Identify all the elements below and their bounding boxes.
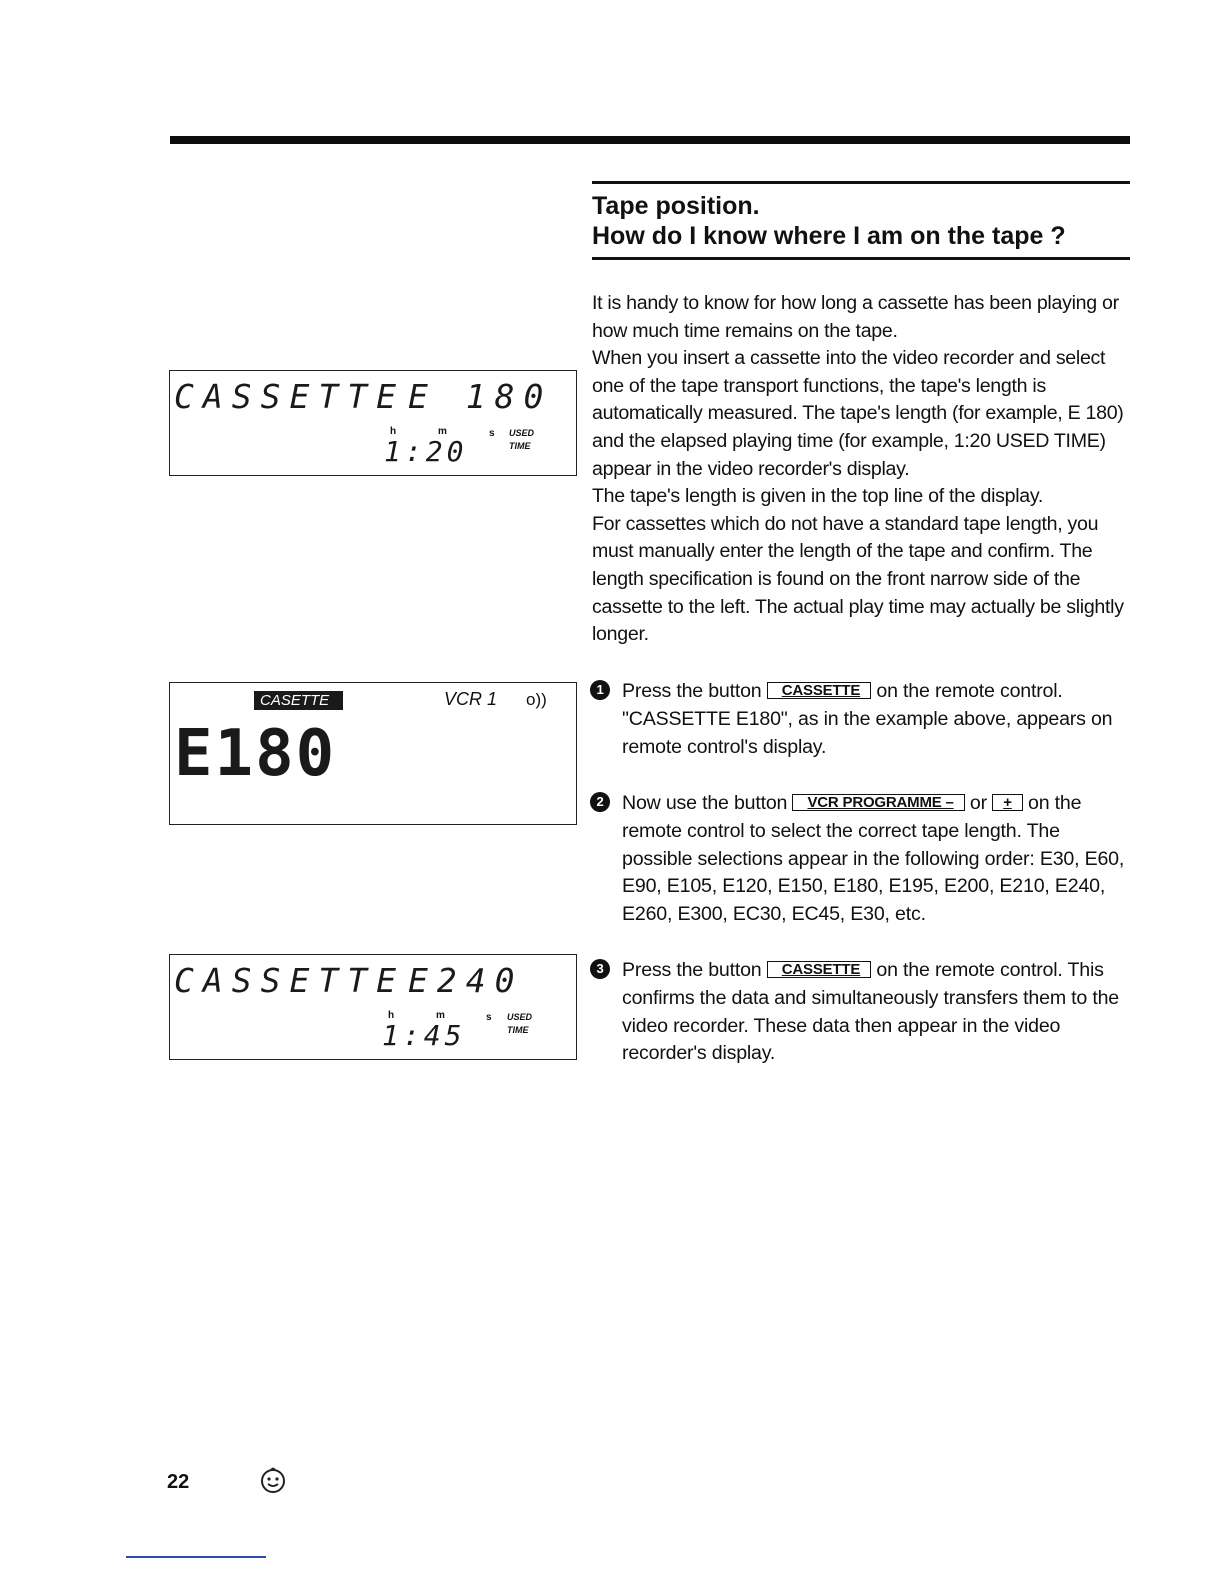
- display-time-label: TIME: [509, 441, 531, 451]
- step-1-pre: Press the button: [622, 680, 762, 702]
- display-seconds-label: s: [486, 1012, 492, 1023]
- step-3-body: [622, 957, 1135, 1068]
- footer-line: [126, 1556, 266, 1558]
- heading-rule-top: [592, 181, 1130, 184]
- heading-line-2: How do I know where I am on the tape ?: [592, 222, 1066, 250]
- display-cassette-label: CASSETTE: [174, 377, 405, 416]
- step-1-post: on the remote control. "CASSETTE E180", as in the example above, appears on remote control's display.: [622, 680, 1113, 758]
- section-heading: [592, 181, 1130, 260]
- display-elapsed-time: 1:20: [384, 435, 468, 468]
- vcr-display-e240: [169, 954, 577, 1060]
- cassette-key: CASSETTE: [767, 682, 871, 699]
- heading-line-1: Tape position.: [592, 192, 760, 220]
- display-minutes-label: m: [438, 426, 447, 437]
- intro-paragraph: For cassettes which do not have a standard tape length, you must manually enter the length of the tape and confirm. The length specification is found on the front narrow side of the cassette to the left. The actual play time may actually be slightly longer.: [592, 512, 1124, 646]
- display-tape-length: E 180: [408, 377, 553, 416]
- heading-title: [592, 191, 1130, 251]
- display-tape-length: E240: [408, 961, 524, 1000]
- display-used-label: USED: [507, 1012, 533, 1022]
- intro-paragraph: The tape's length is given in the top line of the display.: [592, 485, 1044, 508]
- step-number-2: 2: [590, 792, 610, 812]
- display-used-label: USED: [509, 428, 535, 438]
- display-vcr-label: VCR 1: [444, 689, 498, 709]
- step-number-1: 1: [590, 680, 610, 700]
- step-2-body: [622, 790, 1135, 929]
- top-rule: [170, 136, 1130, 144]
- remote-display-e180: [169, 682, 577, 825]
- step-3: [590, 957, 1135, 1068]
- intro-paragraph: It is handy to know for how long a cassette has been playing or how much time remains on the tape.: [592, 292, 1119, 342]
- display-cassette-label: CASSETTE: [174, 961, 405, 1000]
- cassette-key: CASSETTE: [767, 961, 871, 978]
- step-2-pre: Now use the button: [622, 792, 788, 814]
- vcr-programme-minus-key: VCR PROGRAMME –: [792, 794, 964, 811]
- intro-paragraph: When you insert a cassette into the video recorder and select one of the tape transport functions, the tape's length is automatically measured. The tape's length (for example, E 180) and the elapsed playing time (for example, 1:20 USED TIME) appear in the video recorder's display.: [592, 347, 1124, 480]
- vcr-display-e180: [169, 370, 577, 476]
- display-big-tape-length: E180: [174, 717, 337, 791]
- step-3-pre: Press the button: [622, 959, 762, 981]
- step-number-3: 3: [590, 959, 610, 979]
- signal-icon: o)): [526, 690, 547, 709]
- display-hours-label: h: [388, 1010, 395, 1021]
- display-seconds-label: s: [489, 428, 495, 439]
- smiley-face-icon: [258, 1465, 288, 1495]
- step-2: [590, 790, 1135, 929]
- display-minutes-label: m: [436, 1010, 445, 1021]
- step-3-post: on the remote control. This confirms the data and simultaneously transfers them to the video recorder. These data then appear in the video recorder's display.: [622, 959, 1120, 1065]
- page-number: 22: [167, 1471, 190, 1493]
- display-cassette-badge: CASETTE: [254, 691, 343, 710]
- step-1: [590, 678, 1135, 761]
- intro-text: [592, 290, 1132, 649]
- step-2-mid: or: [969, 792, 987, 814]
- heading-rule-bottom: [592, 257, 1130, 260]
- step-2-post: on the remote control to select the correct tape length. The possible selections appear in the following order: E30, E60, E90, E105, E120, E150, E180, E195, E200, E210, E240, E260, E300, EC30, EC45, E30, etc.: [622, 792, 1125, 926]
- step-1-body: [622, 678, 1135, 761]
- display-time-label: TIME: [507, 1025, 529, 1035]
- plus-key: +: [992, 794, 1023, 811]
- display-hours-label: h: [390, 426, 397, 437]
- display-elapsed-time: 1:45: [382, 1019, 466, 1052]
